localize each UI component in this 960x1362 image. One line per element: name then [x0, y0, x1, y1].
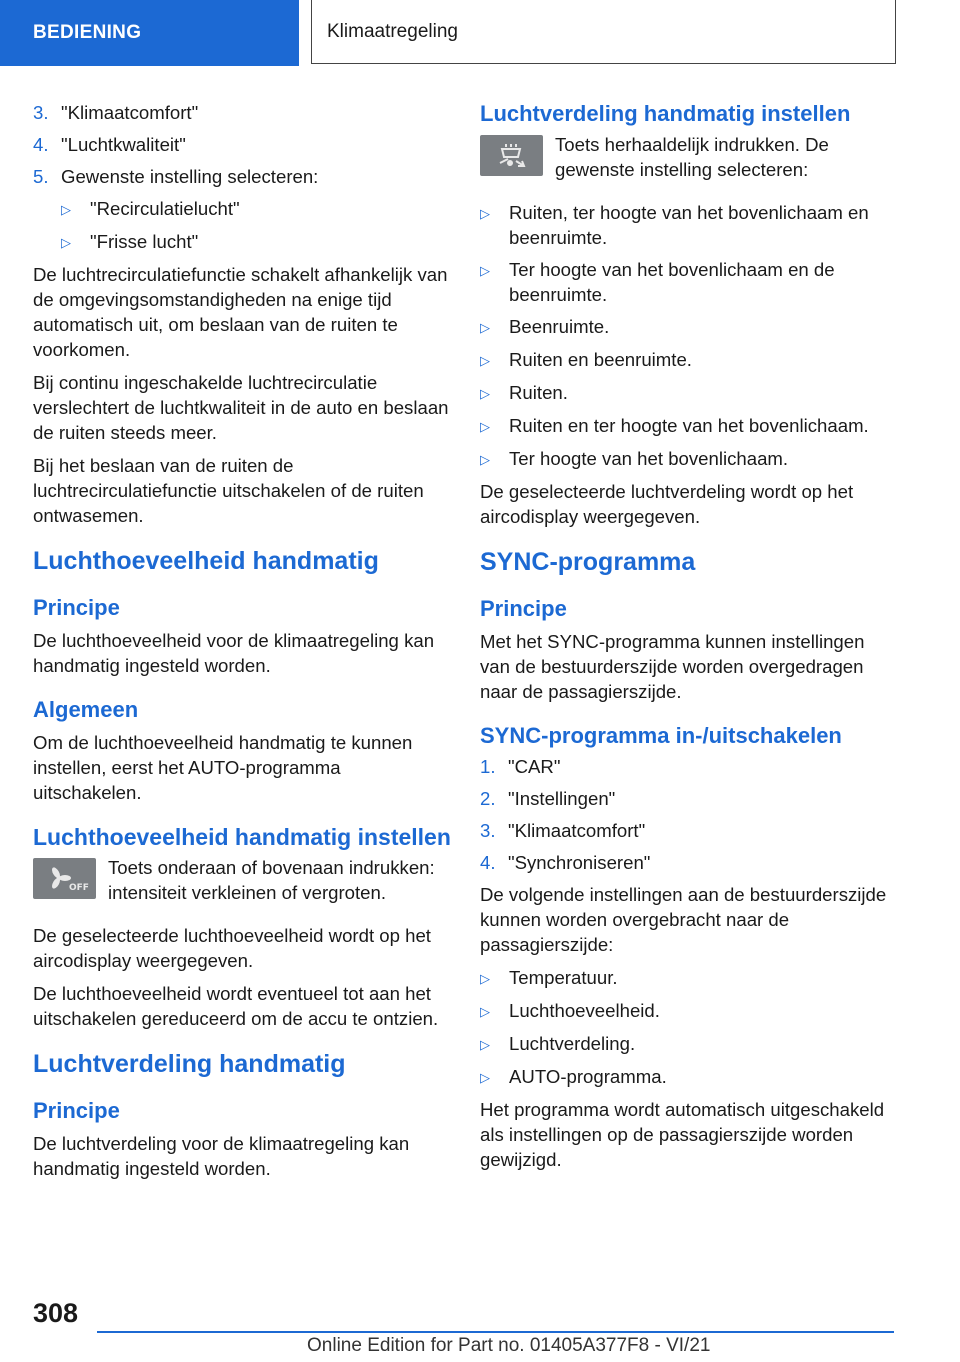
list-item: 3. "Klimaatcomfort" [480, 820, 646, 841]
air-distribution-key-icon [480, 135, 543, 176]
fan-off-key-icon [33, 858, 96, 899]
list-item: ▷ AUTO-programma. [480, 1064, 898, 1090]
triangle-bullet-icon: ▷ [480, 263, 490, 278]
page-number: 308 [33, 1298, 79, 1328]
list-item: ▷ Temperatuur. [480, 965, 898, 991]
sub-list-item: ▷ "Frisse lucht" [33, 229, 451, 255]
left-column [33, 100, 451, 1189]
triangle-bullet-icon: ▷ [61, 202, 71, 217]
heading-sync-inuit: SYNC-programma in-/uitschakelen [480, 723, 842, 748]
distribution-key-instruction [480, 132, 898, 182]
edition-note: Online Edition for Part no. 01405A377F8 - VI/21 [307, 1335, 711, 1356]
triangle-bullet-icon: ▷ [480, 320, 490, 335]
list-item: ▷ Ruiten en ter hoogte van het bovenlichaam. [480, 413, 898, 439]
heading-luchtverdeling-instellen: Luchtverdeling handmatig instellen [480, 101, 851, 126]
list-item: ▷ Ter hoogte van het bovenlichaam en de beenruimte. [480, 259, 835, 305]
paragraph: Bij het beslaan van de ruiten de luchtrecirculatiefunctie uitschakelen of de ruiten ontwasemen. [33, 455, 424, 526]
triangle-bullet-icon: ▷ [480, 971, 490, 986]
list-item: ▷ Ruiten en beenruimte. [480, 347, 898, 373]
svg-text:OFF: OFF [69, 883, 89, 893]
list-item: 1. "CAR" [480, 756, 561, 777]
page-header [0, 0, 960, 66]
triangle-bullet-icon: ▷ [480, 1004, 490, 1019]
heading-luchtverdeling: Luchtverdeling handmatig [33, 1050, 346, 1078]
paragraph: De luchtverdeling voor de klimaatregeling kan handmatig ingesteld worden. [33, 1133, 410, 1179]
paragraph: Met het SYNC-programma kunnen instellingen van de bestuurderszijde worden overgedragen naar de passagierszijde. [480, 631, 865, 702]
triangle-bullet-icon: ▷ [480, 419, 490, 434]
list-item: 2. "Instellingen" [480, 788, 616, 809]
triangle-bullet-icon: ▷ [480, 386, 490, 401]
paragraph: Bij continu ingeschakelde luchtrecirculatie verslechtert de luchtkwaliteit in de auto en beslaan de ruiten steeds meer. [33, 372, 449, 443]
key-description: Toets onderaan of bovenaan indrukken: intensiteit verkleinen of vergroten. [108, 857, 435, 903]
list-item: 4. "Synchroniseren" [480, 852, 651, 873]
paragraph: Het programma wordt automatisch uitgeschakeld als instellingen op de passagierszijde worden gewijzigd. [480, 1099, 885, 1170]
list-item: ▷ Beenruimte. [480, 314, 898, 340]
paragraph: De volgende instellingen aan de bestuurderszijde kunnen worden overgebracht naar de passagierszijde: [480, 884, 887, 955]
heading-principe: Principe [33, 1098, 120, 1123]
list-item: ▷ Luchtverdeling. [480, 1031, 898, 1057]
heading-algemeen: Algemeen [33, 697, 139, 722]
key-description: Toets herhaaldelijk indrukken. De gewenste instelling selecteren: [555, 134, 829, 180]
paragraph: De luchthoeveelheid wordt eventueel tot aan het uitschakelen gereduceerd om de accu te ontzien. [33, 983, 439, 1029]
list-item: 3. "Klimaatcomfort" [33, 102, 199, 123]
paragraph: Om de luchthoeveelheid handmatig te kunnen instellen, eerst het AUTO-programma uitschakelen. [33, 732, 413, 803]
paragraph: De luchtrecirculatiefunctie schakelt afhankelijk van de omgevingsomstandigheden na enige tijd automatisch uit, om beslaan van de ruiten te voorkomen. [33, 264, 448, 360]
triangle-bullet-icon: ▷ [480, 452, 490, 467]
heading-luchthoeveelheid: Luchthoeveelheid handmatig [33, 547, 379, 575]
sub-list-item: ▷ "Recirculatielucht" [33, 196, 451, 222]
heading-sync: SYNC-programma [480, 548, 696, 576]
heading-luchthoeveelheid-instellen: Luchthoeveelheid handmatig instellen [33, 824, 451, 850]
list-item: 4. "Luchtkwaliteit" [33, 134, 186, 155]
footer-divider [97, 1331, 894, 1333]
paragraph: De luchthoeveelheid voor de klimaatregeling kan handmatig ingesteld worden. [33, 630, 435, 676]
fan-key-instruction [33, 855, 451, 905]
triangle-bullet-icon: ▷ [480, 206, 490, 221]
list-item: ▷ Ruiten, ter hoogte van het bovenlichaam en beenruimte. [480, 202, 869, 248]
triangle-bullet-icon: ▷ [61, 235, 71, 250]
triangle-bullet-icon: ▷ [480, 353, 490, 368]
list-item: ▷ Ruiten. [480, 380, 898, 406]
heading-principe: Principe [480, 596, 567, 621]
paragraph: De geselecteerde luchtverdeling wordt op het aircodisplay weergegeven. [480, 481, 854, 527]
chapter-title: Klimaatregeling [311, 0, 896, 64]
triangle-bullet-icon: ▷ [480, 1070, 490, 1085]
list-item: ▷ Luchthoeveelheid. [480, 998, 898, 1024]
right-column [480, 100, 898, 1180]
list-item: 5. Gewenste instelling selecteren: [33, 166, 319, 187]
section-tab: BEDIENING [0, 0, 299, 66]
paragraph: De geselecteerde luchthoeveelheid wordt op het aircodisplay weergegeven. [33, 925, 431, 971]
list-item: ▷ Ter hoogte van het bovenlichaam. [480, 446, 898, 472]
heading-principe: Principe [33, 595, 120, 620]
triangle-bullet-icon: ▷ [480, 1037, 490, 1052]
